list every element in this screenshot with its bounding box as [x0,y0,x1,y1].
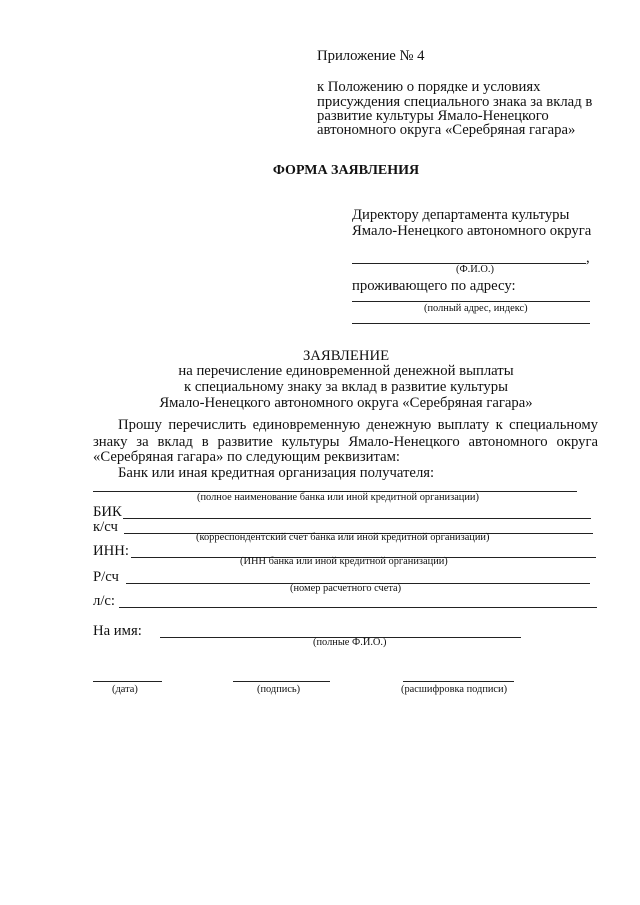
settlement-account-label: Р/сч [93,569,119,585]
addressee-line-2: Ямало-Ненецкого автономного округа [352,223,592,239]
correspondent-account-label: к/сч [93,519,118,535]
appendix-reference-line-1: к Положению о порядке и условиях [317,79,541,95]
statement-body-line-1: Прошу перечислить единовременную денежную выплату к специальному [118,417,598,433]
statement-subtitle-line-3: Ямало-Ненецкого автономного округа «Серебряная гагара» [159,395,533,411]
date-blank-line [93,681,162,682]
name-transcript-caption: (расшифровка подписи) [401,684,508,695]
inn-label: ИНН: [93,543,129,559]
signature-blank-line [233,681,330,682]
bank-name-caption: (полное наименование банка или иной кредитной организации) [197,492,479,503]
statement-subtitle-line-1: на перечисление единовременной денежной выплаты [178,363,514,379]
appendix-reference-line-4: автономного округа «Серебряная гагара» [317,122,576,138]
signature-caption: (подпись) [257,684,301,695]
address-caption: (полный адрес, индекс) [424,303,528,314]
address-blank-line-1 [352,301,590,302]
bank-section-label: Банк или иная кредитная организация получателя: [118,465,435,481]
addressee-line-1: Директору департамента культуры [352,207,570,223]
appendix-reference-line-3: развитие культуры Ямало-Ненецкого [317,108,549,124]
bik-label: БИК [93,504,122,520]
statement-title: ЗАЯВЛЕНИЕ [302,348,390,364]
address-blank-line-2 [352,323,590,324]
inn-caption: (ИНН банка или иной кредитной организации) [240,556,448,567]
form-title: ФОРМА ЗАЯВЛЕНИЯ [272,163,420,178]
bik-blank-line [123,518,591,519]
name-transcript-blank-line [403,681,514,682]
applicant-name-comma: , [586,250,590,266]
statement-subtitle-line-2: к специальному знаку за вклад в развитие культуры [184,379,508,395]
date-caption: (дата) [112,684,138,695]
address-label: проживающего по адресу: [352,278,516,294]
settlement-account-caption: (номер расчетного счета) [290,583,402,594]
correspondent-account-caption: (корреспондентский счет банка или иной кредитной организации) [196,532,490,543]
recipient-caption: (полные Ф.И.О.) [313,637,387,648]
appendix-label: Приложение № 4 [317,48,425,64]
applicant-name-caption: (Ф.И.О.) [456,264,494,275]
appendix-reference-line-2: присуждения специального знака за вклад в [317,94,593,110]
personal-account-label: л/с: [93,593,116,609]
statement-body-line-2: знаку за вклад в развитие культуры Ямало-Ненецкого автономного округа [93,434,598,450]
recipient-label: На имя: [93,623,142,639]
statement-body-line-3: «Серебряная гагара» по следующим реквизитам: [93,449,400,465]
personal-account-blank-line [119,607,597,608]
